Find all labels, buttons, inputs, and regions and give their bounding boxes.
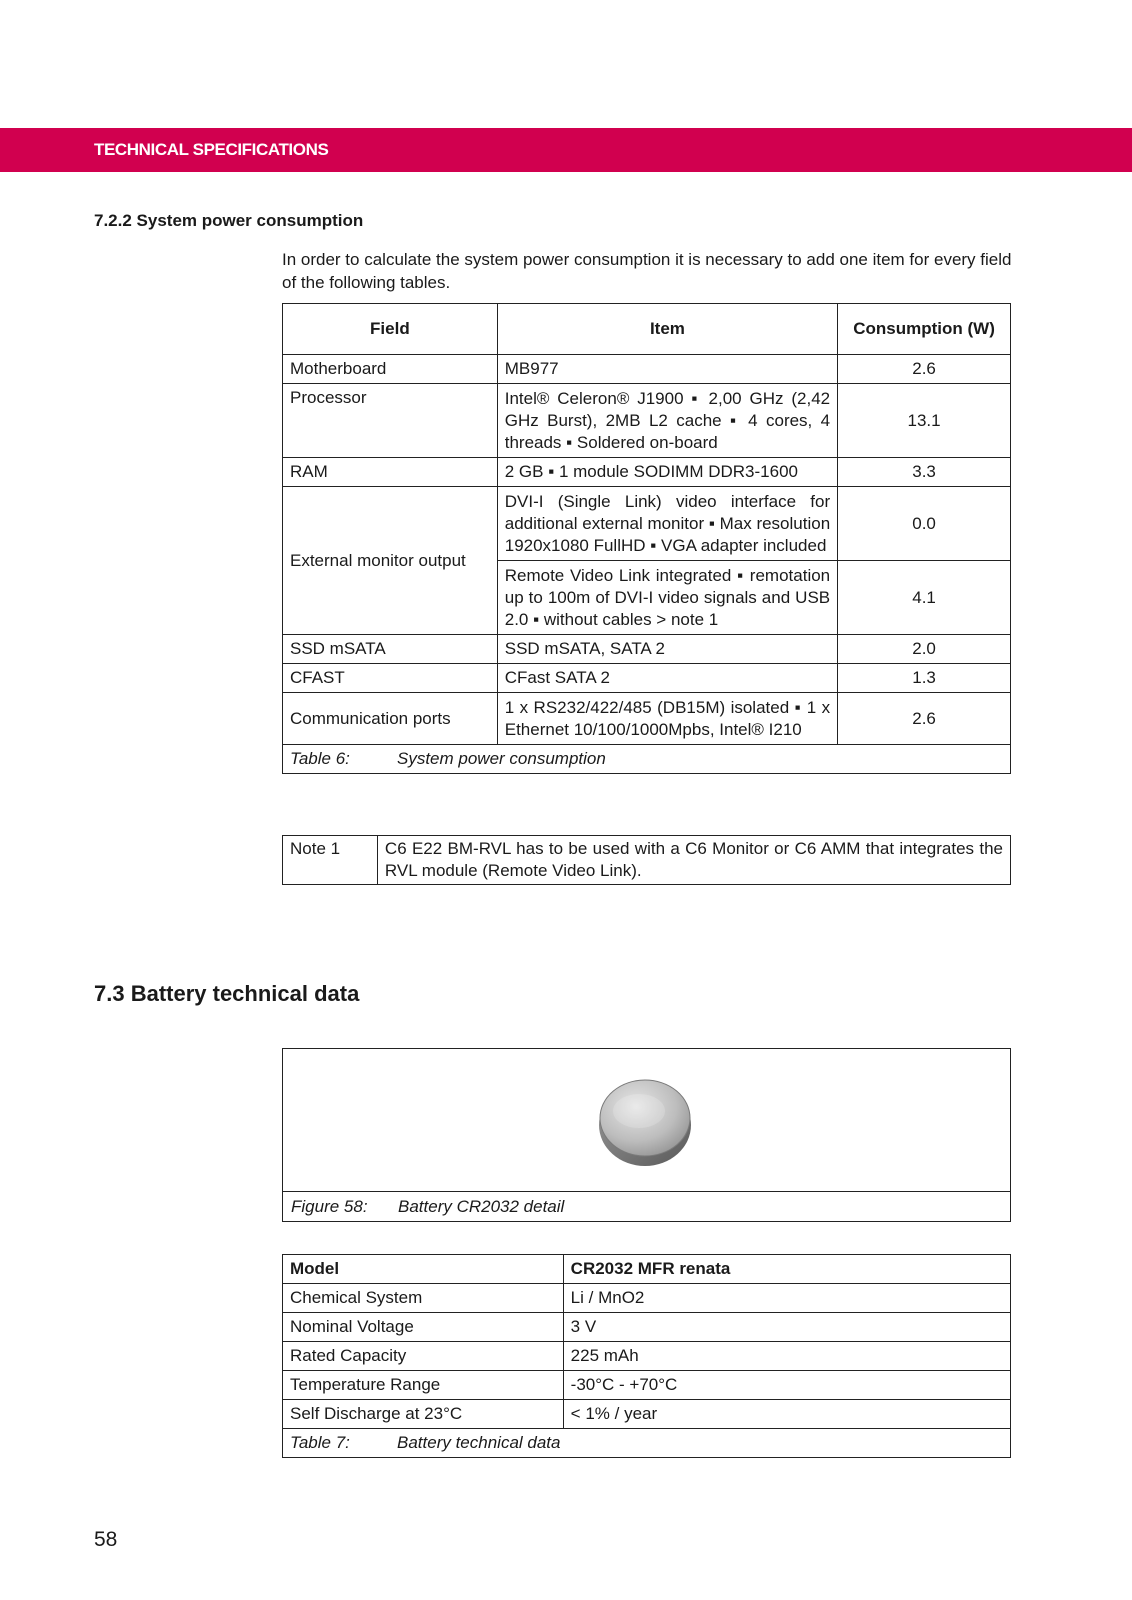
header-field: Field <box>283 304 498 355</box>
value-cell: 225 mAh <box>563 1342 1010 1371</box>
table-row <box>283 355 1011 384</box>
field-cell: External monitor output <box>283 487 498 635</box>
note-label: Note 1 <box>283 836 378 885</box>
table-row <box>283 384 1011 458</box>
header-item: Item <box>497 304 837 355</box>
power-consumption-table <box>282 303 1011 774</box>
table-row <box>283 664 1011 693</box>
label-cell: Self Discharge at 23°C <box>283 1400 564 1429</box>
table-row <box>283 1400 1011 1429</box>
table-row <box>283 635 1011 664</box>
label-cell: Rated Capacity <box>283 1342 564 1371</box>
header-band <box>0 128 1132 172</box>
item-cell: 2 GB ▪ 1 module SODIMM DDR3-1600 <box>497 458 837 487</box>
value-cell: 3.3 <box>838 458 1011 487</box>
table-row <box>283 1313 1011 1342</box>
table-caption-row <box>283 745 1011 774</box>
value-cell: 2.0 <box>838 635 1011 664</box>
table-caption <box>283 745 1011 774</box>
table-caption <box>283 1429 1011 1458</box>
value-cell: 2.6 <box>838 693 1011 745</box>
caption-label: Figure 58: <box>291 1197 368 1216</box>
header-label: Model <box>283 1255 564 1284</box>
value-cell: Li / MnO2 <box>563 1284 1010 1313</box>
note-text: C6 E22 BM-RVL has to be used with a C6 Monitor or C6 AMM that integrates the RVL module (Remote Video Link). <box>377 836 1010 885</box>
field-cell: Motherboard <box>283 355 498 384</box>
caption-label: Table 6: <box>290 749 350 768</box>
header-consumption: Consumption (W) <box>838 304 1011 355</box>
value-cell: 3 V <box>563 1313 1010 1342</box>
item-cell: 1 x RS232/422/485 (DB15M) isolated ▪ 1 x Ethernet 10/100/1000Mpbs, Intel® I210 <box>497 693 837 745</box>
header-title: TECHNICAL SPECIFICATIONS <box>94 140 329 159</box>
table-row <box>283 458 1011 487</box>
value-cell: 4.1 <box>838 561 1011 635</box>
table-row <box>283 1371 1011 1400</box>
battery-data-table <box>282 1254 1011 1458</box>
field-cell: SSD mSATA <box>283 635 498 664</box>
header-value: CR2032 MFR renata <box>563 1255 1010 1284</box>
note-row <box>283 836 1011 885</box>
value-cell: 1.3 <box>838 664 1011 693</box>
table-caption-row <box>283 1429 1011 1458</box>
value-cell: 0.0 <box>838 487 1011 561</box>
value-cell: -30°C - +70°C <box>563 1371 1010 1400</box>
table-header-row <box>283 304 1011 355</box>
item-cell: CFast SATA 2 <box>497 664 837 693</box>
figure-caption <box>283 1191 1010 1221</box>
table-row <box>283 1342 1011 1371</box>
field-cell: Processor <box>283 384 498 458</box>
table-row <box>283 1284 1011 1313</box>
field-cell: RAM <box>283 458 498 487</box>
field-cell: CFAST <box>283 664 498 693</box>
intro-paragraph: In order to calculate the system power consumption it is necessary to add one item for every field of the following tables. <box>282 250 1012 292</box>
item-cell: SSD mSATA, SATA 2 <box>497 635 837 664</box>
note-table <box>282 835 1011 885</box>
section-heading-7-2-2: 7.2.2 System power consumption <box>94 211 364 230</box>
caption-text: Battery technical data <box>397 1433 561 1452</box>
label-cell: Temperature Range <box>283 1371 564 1400</box>
page-number: 58 <box>94 1528 118 1551</box>
caption-label: Table 7: <box>290 1433 350 1452</box>
coin-cell-battery-icon <box>283 1049 1010 1191</box>
value-cell: 2.6 <box>838 355 1011 384</box>
figure-image-area <box>283 1049 1010 1191</box>
item-cell: Intel® Celeron® J1900 ▪ 2,00 GHz (2,42 GHz Burst), 2MB L2 cache ▪ 4 cores, 4 threads ▪ Soldered on-board <box>497 384 837 458</box>
item-cell: Remote Video Link integrated ▪ remotation up to 100m of DVI-I video signals and USB 2.0 ▪ without cables > note 1 <box>497 561 837 635</box>
item-cell: MB977 <box>497 355 837 384</box>
item-cell: DVI-I (Single Link) video interface for additional external monitor ▪ Max resolution 1920x1080 FullHD ▪ VGA adapter included <box>497 487 837 561</box>
caption-text: System power consumption <box>397 749 606 768</box>
value-cell: 13.1 <box>838 384 1011 458</box>
label-cell: Chemical System <box>283 1284 564 1313</box>
table-header-row <box>283 1255 1011 1284</box>
table-row <box>283 693 1011 745</box>
caption-text: Battery CR2032 detail <box>398 1197 565 1216</box>
table-row <box>283 487 1011 561</box>
value-cell: < 1% / year <box>563 1400 1010 1429</box>
label-cell: Nominal Voltage <box>283 1313 564 1342</box>
figure-box <box>282 1048 1011 1222</box>
section-heading-7-3: 7.3 Battery technical data <box>94 981 360 1006</box>
field-cell: Communication ports <box>283 693 498 745</box>
